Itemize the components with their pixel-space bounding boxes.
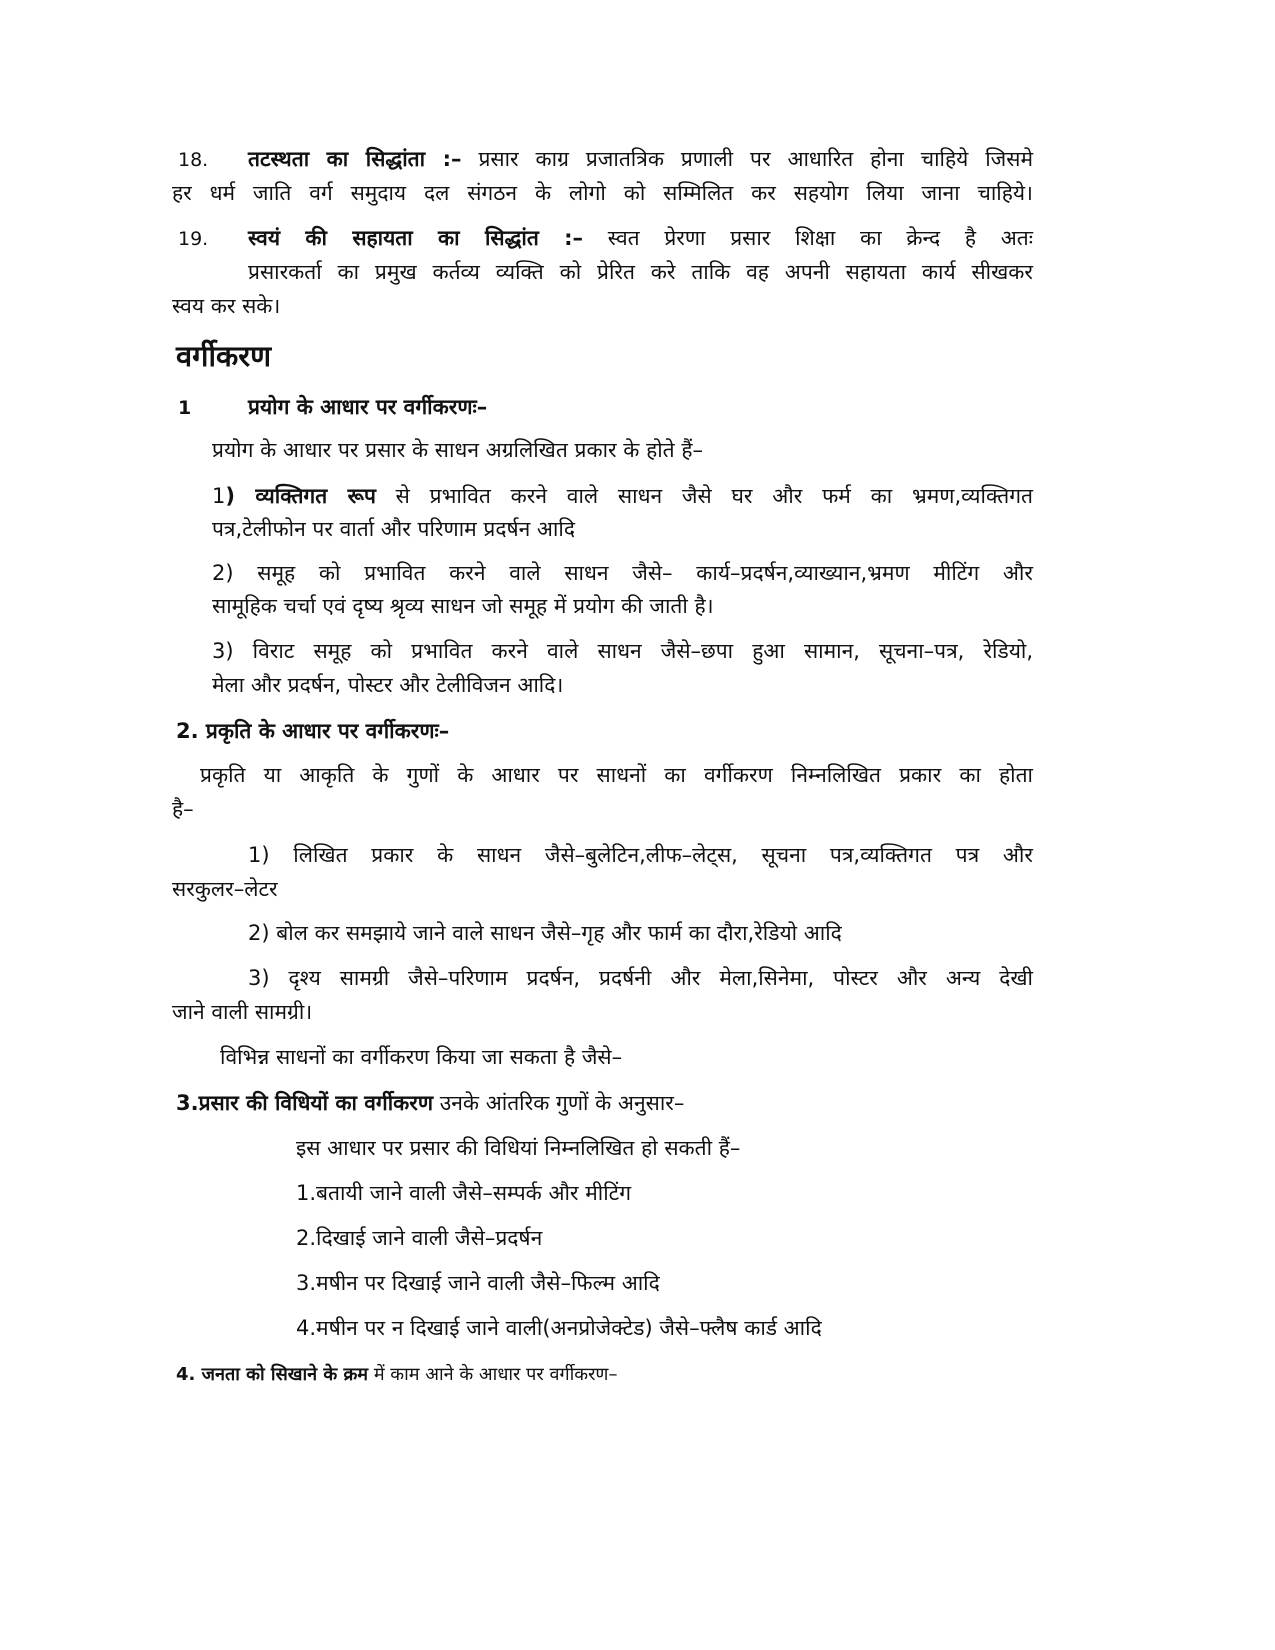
section-1-point-2-line-1: 2) समूह को प्रभावित करने वाले साधन जैसे– कार्य–प्रदर्षन,व्याख्यान,भ्रमण मीटिंग और	[212, 561, 1033, 585]
section-1-point-3-line-1: 3) विराट समूह को प्रभावित करने वाले साधन जैसे–छपा हुआ सामान, सूचना–पत्र, रेडियो,	[212, 639, 1033, 663]
item-19-number: 19.	[178, 228, 209, 250]
section-2-point-1-line-1: 1) लिखित प्रकार के साधन जैसे–बुलेटिन,लीफ–लेट्स, सूचना पत्र,व्यक्तिगत पत्र और	[248, 843, 1033, 867]
section-1-point-1-line-2: पत्र,टेलीफोन पर वार्ता और परिणाम प्रदर्षन आदि	[212, 517, 575, 541]
section-2-intro-line-1: प्रकृति या आकृति के गुणों के आधार पर साधनों का वर्गीकरण निम्नलिखित प्रकार का होता	[200, 763, 1033, 787]
item-19-text: स्वत प्रेरणा प्रसार शिक्षा का क्रेन्द है अतः	[607, 226, 1033, 250]
section-3-title-rest: उनके आंतरिक गुणों के अनुसार–	[439, 1091, 685, 1115]
item-18-line-2: हर धर्म जाति वर्ग समुदाय दल संगठन के लोगो को सम्मिलित कर सहयोग लिया जाना चाहिये।	[172, 181, 1033, 205]
item-18-title: तटस्थता का सिद्धांता :–	[248, 147, 462, 171]
section-2-point-3-line-1: 3) दृश्य सामग्री जैसे–परिणाम प्रदर्षन, प्रदर्षनी और मेला,सिनेमा, पोस्टर और अन्य देखी	[248, 966, 1033, 990]
section-3-intro: इस आधार पर प्रसार की विधियां निम्नलिखित हो सकती हैं–	[296, 1136, 741, 1160]
point-1-number: 1	[212, 484, 226, 508]
section-1-point-2-line-2: सामूहिक चर्चा एवं दृष्य श्रृव्य साधन जो समूह में प्रयोग की जाती है।	[212, 594, 714, 618]
item-18-line-1	[248, 142, 1033, 176]
item-19-line-3: स्वय कर सके।	[172, 294, 281, 318]
item-18-number: 18.	[178, 149, 209, 171]
point-1-bold: ) व्यक्तिगत रूप	[225, 484, 376, 508]
item-19-line-1	[248, 221, 1033, 255]
section-3-item-2: 2.दिखाई जाने वाली जैसे–प्रदर्षन	[296, 1226, 543, 1250]
section-3-title	[176, 1086, 684, 1120]
section-2-point-1-line-2: सरकुलर–लेटर	[172, 877, 278, 901]
section-1-number: 1	[178, 397, 192, 419]
item-19-line-2: प्रसारकर्ता का प्रमुख कर्तव्य व्यक्ति को प्रेरित करे ताकि वह अपनी सहायता कार्य सीखकर	[248, 260, 1033, 284]
section-3-item-1: 1.बतायी जाने वाली जैसे–सम्पर्क और मीटिंग	[296, 1181, 632, 1205]
section-4-title	[176, 1358, 617, 1392]
point-1-text: से प्रभावित करने वाले साधन जैसे घर और फर्म का भ्रमण,व्यक्तिगत	[395, 484, 1033, 508]
section-3-item-4: 4.मषीन पर न दिखाई जाने वाली(अनप्रोजेक्टेड) जैसे–फ्लैष कार्ड आदि	[296, 1316, 822, 1340]
section-2-title: 2. प्रकृति के आधार पर वर्गीकरणः–	[176, 719, 450, 743]
section-1-title: प्रयोग के आधार पर वर्गीकरणः–	[248, 395, 488, 419]
section-2-point-3-line-2: जाने वाली सामग्री।	[172, 1000, 313, 1024]
section-2-closing: विभिन्न साधनों का वर्गीकरण किया जा सकता है जैसे–	[220, 1045, 623, 1069]
section-2-point-2: 2) बोल कर समझाये जाने वाले साधन जैसे–गृह और फार्म का दौरा,रेडियो आदि	[248, 921, 842, 945]
section-1-point-3-line-2: मेला और प्रदर्षन, पोस्टर और टेलीविजन आदि।	[212, 673, 564, 697]
section-1-intro: प्रयोग के आधार पर प्रसार के साधन अग्रलिखित प्रकार के होते हैं–	[212, 438, 703, 462]
section-2-intro-line-2: है–	[172, 797, 194, 821]
item-19-title: स्वयं की सहायता का सिद्धांत :–	[248, 226, 584, 250]
section-4-title-rest: में काम आने के आधार पर वर्गीकरण–	[373, 1364, 618, 1385]
item-18-text: प्रसार काग्र प्रजातत्रिक प्रणाली पर आधारित होना चाहिये जिसमे	[478, 147, 1033, 171]
section-heading: वर्गीकरण	[176, 339, 272, 373]
section-1-point-1-line-1	[212, 479, 1033, 513]
section-3-item-3: 3.मषीन पर दिखाई जाने वाली जैसे–फिल्म आदि	[296, 1271, 660, 1295]
section-3-title-bold: 3.प्रसार की विधियों का वर्गीकरण	[176, 1091, 434, 1115]
section-4-title-bold: 4. जनता को सिखाने के क्रम	[176, 1364, 369, 1385]
